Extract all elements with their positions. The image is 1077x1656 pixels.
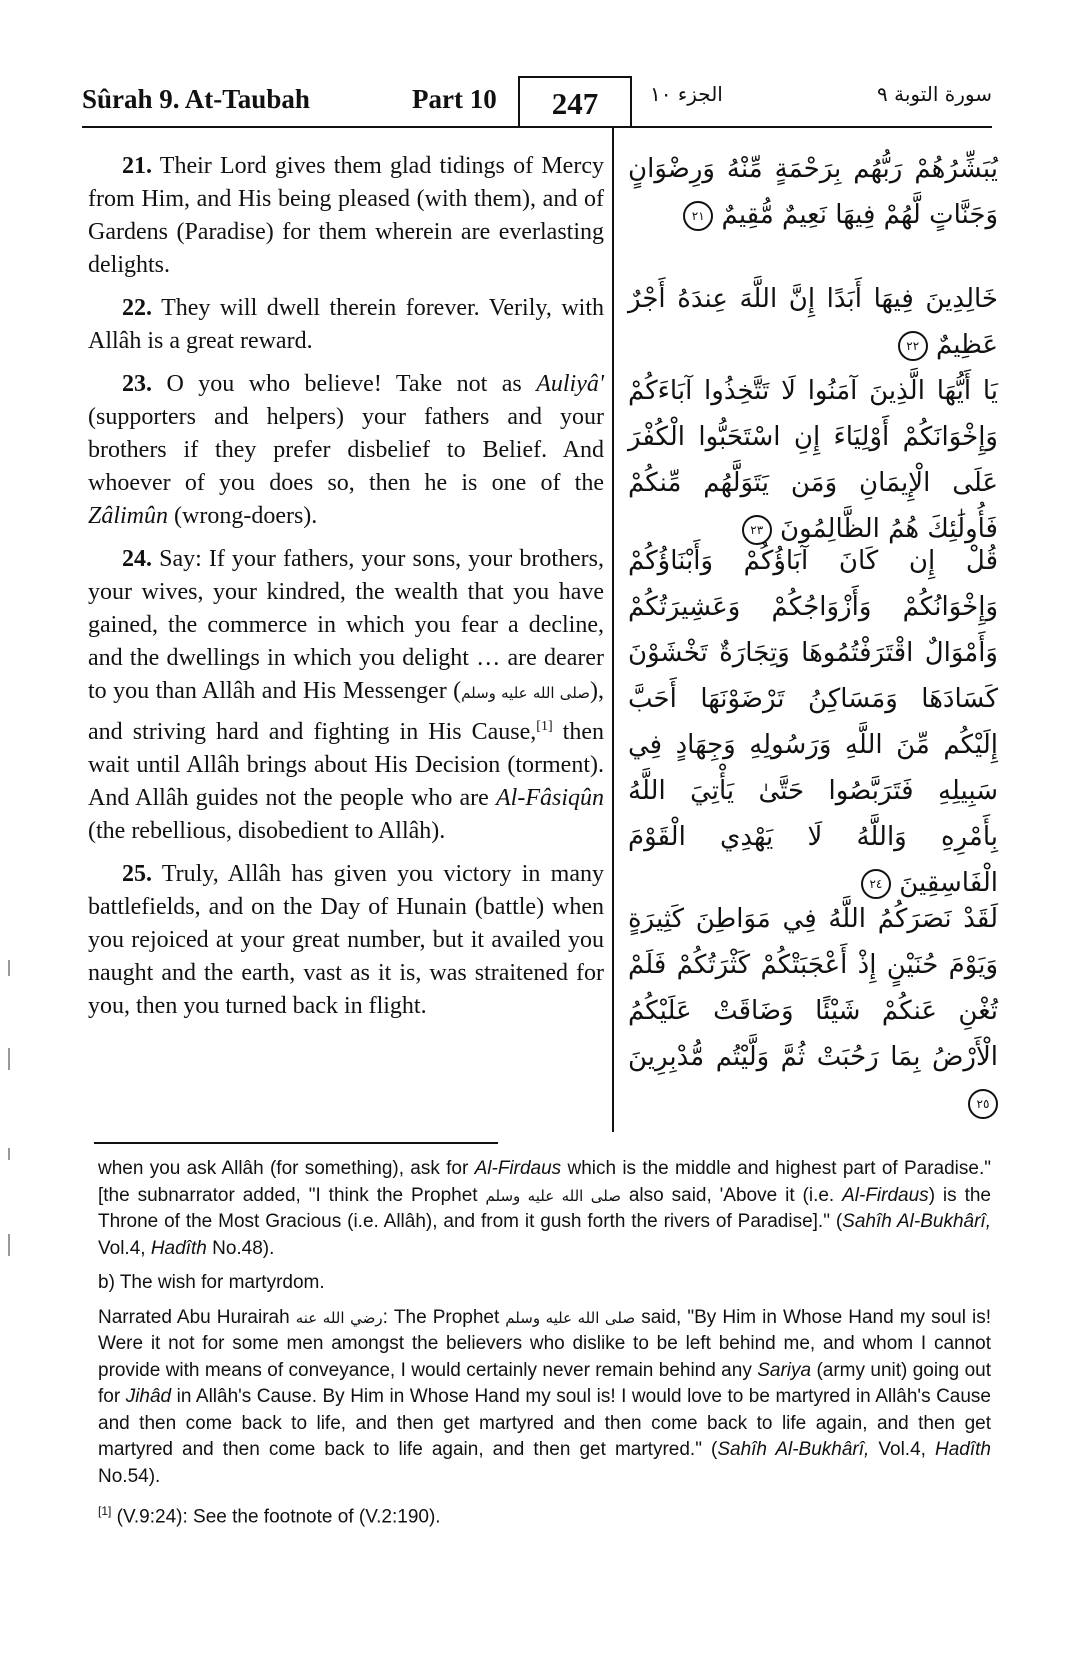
footnote-rule xyxy=(94,1142,498,1144)
margin-mark xyxy=(8,1148,10,1160)
verse-number: 24. xyxy=(122,546,152,572)
header-rule xyxy=(82,126,992,128)
footnote-paragraph: Narrated Abu Hurairah رضي الله عنه: The Prophet صلى الله عليه وسلم said, "By Him in Whose Hand my soul is! Were it not for some men amongst the believers who dislike to be left behind me, and whom I cannot provide with means of conveyance, I would certainly never remain behind any Sariya (army unit) going out for Jihâd in Allâh's Cause. By Him in Whose Hand my soul is! I would love to be martyred in Allâh's Cause and then come back to life, and then get martyred and then come back to life again, and then get martyred and then come back to life again, and then get martyred." (Sahîh Al-Bukhârî, Vol.4, Hadîth No.54). xyxy=(98,1306,992,1487)
footnote-marker: [1] xyxy=(98,1504,112,1518)
footnotes xyxy=(98,1156,991,1539)
verse-24: 24. Say: If your fathers, your sons, your brothers, your wives, your kindred, the wealth that you have gained, the commerce in which you fear a decline, and the dwellings in which you delight … are dearer to you than Allâh and His Messenger (صلى الله عليه وسلم), and striving hard and fighting in His Cause,[1] then wait until Allâh brings about His Decision (torment). And Allâh guides not the people who are Al-Fâsiqûn (the rebellious, disobedient to Allâh). xyxy=(88,546,605,844)
salawat-inline: صلى الله عليه وسلم xyxy=(505,1308,636,1327)
footnote-ref: [1] xyxy=(536,719,553,734)
verse-text: Truly, Allâh has given you victory in many battlefields, and on the Day of Hunain (battle) when you rejoiced at your great number, but it availed you naught and the earth, vast as it is, was straitened for you, then you turned back in flight. xyxy=(88,861,604,1019)
verse-number: 25. xyxy=(122,861,152,887)
verse-21 xyxy=(88,150,604,282)
juz-arabic: الجزء ١٠ xyxy=(650,82,723,106)
arabic-verse-24: قُلْ إِن كَانَ آبَاؤُكُمْ وَأَبْنَاؤُكُمْ وَإِخْوَانُكُمْ وَأَزْوَاجُكُمْ وَعَشِيرَتُكُمْ وَأَمْوَالٌ اقْتَرَفْتُمُوهَا وَتِجَارَةٌ تَخْشَوْنَ كَسَادَهَا وَمَسَاكِنُ تَرْضَوْنَهَا أَحَبَّ إِلَيْكُم مِّنَ اللَّهِ وَرَسُولِهِ وَجِهَادٍ فِي سَبِيلِهِ فَتَرَبَّصُوا حَتَّىٰ يَأْتِيَ اللَّهُ بِأَمْرِهِ وَاللَّهُ لَا يَهْدِي الْقَوْمَ الْفَاسِقِينَ ٢٤ xyxy=(628,546,998,898)
arabic-verse-25: لَقَدْ نَصَرَكُمُ اللَّهُ فِي مَوَاطِنَ كَثِيرَةٍ وَيَوْمَ حُنَيْنٍ إِذْ أَعْجَبَتْكُمْ كَثْرَتُكُمْ فَلَمْ تُغْنِ عَنكُمْ شَيْئًا وَضَاقَتْ عَلَيْكُمُ الْأَرْضُ بِمَا رَحُبَتْ ثُمَّ وَلَّيْتُم مُّدْبِرِينَ ٢٥ xyxy=(628,896,998,1126)
verse-text: Their Lord gives them glad tidings of Mercy from Him, and His being pleased (with them), and of Gardens (Paradise) for them wherein are everlasting delights. xyxy=(88,153,604,278)
footnote-paragraph: [1] (V.9:24): See the footnote of (V.2:190). xyxy=(98,1504,441,1528)
margin-mark xyxy=(8,1234,10,1256)
verse-number: 23. xyxy=(122,371,152,397)
surah-arabic: سورة التوبة ٩ xyxy=(877,82,992,106)
verse-number: 21. xyxy=(122,153,152,179)
radi-inline: رضي الله عنه xyxy=(295,1308,383,1327)
ayah-marker: ٢٥ xyxy=(968,1089,998,1119)
salawat-inline: صلى الله عليه وسلم xyxy=(461,684,591,702)
ayah-marker: ٢١ xyxy=(683,201,713,231)
verse-25 xyxy=(88,858,604,1023)
salawat-inline: صلى الله عليه وسلم xyxy=(485,1186,621,1205)
page-number: 247 xyxy=(518,76,632,126)
footnote-paragraph: when you ask Allâh (for something), ask for Al-Firdaus which is the middle and highest part of Paradise." [the subnarrator added, "I think the Prophet صلى الله عليه وسلم also said, 'Above it (i.e. Al-Firdaus) is the Throne of the Most Gracious (i.e. Allâh), and from it gush forth the rivers of Paradise]." (Sahîh Al-Bukhârî, Vol.4, Hadîth No.48). xyxy=(98,1158,991,1259)
surah-title: Sûrah 9. At-Taubah xyxy=(82,84,310,114)
arabic-verse-22: خَالِدِينَ فِيهَا أَبَدًا إِنَّ اللَّهَ عِندَهُ أَجْرٌ عَظِيمٌ ٢٢ xyxy=(628,284,998,360)
arabic-verse-23: يَا أَيُّهَا الَّذِينَ آمَنُوا لَا تَتَّخِذُوا آبَاءَكُمْ وَإِخْوَانَكُمْ أَوْلِيَاءَ إِنِ اسْتَحَبُّوا الْكُفْرَ عَلَى الْإِيمَانِ وَمَن يَتَوَلَّهُم مِّنكُمْ فَأُولَٰئِكَ هُمُ الظَّالِمُونَ ٢٣ xyxy=(628,376,998,544)
footnote-paragraph: b) The wish for martyrdom. xyxy=(98,1272,325,1293)
margin-mark xyxy=(8,960,10,976)
page-header xyxy=(82,70,992,130)
verse-23: 23. O you who believe! Take not as Auliyâ' (supporters and helpers) your fathers and your brothers if they prefer disbelief to Belief. And whoever of you does so, then he is one of the Zâlimûn (wrong-doers). xyxy=(88,371,604,529)
english-translation xyxy=(88,150,604,1033)
verse-number: 22. xyxy=(122,295,152,321)
ayah-marker: ٢٤ xyxy=(861,869,891,899)
ayah-marker: ٢٣ xyxy=(742,515,772,545)
verse-22 xyxy=(88,292,604,358)
verse-text: They will dwell therein forever. Verily, with Allâh is a great reward. xyxy=(88,295,604,354)
ayah-marker: ٢٢ xyxy=(898,331,928,361)
part-label: Part 10 xyxy=(412,84,497,114)
column-divider xyxy=(612,128,614,1132)
arabic-verse-21: يُبَشِّرُهُمْ رَبُّهُم بِرَحْمَةٍ مِّنْهُ وَرِضْوَانٍ وَجَنَّاتٍ لَّهُمْ فِيهَا نَعِيمٌ مُّقِيمٌ ٢١ xyxy=(628,154,998,230)
margin-mark xyxy=(8,1048,10,1070)
